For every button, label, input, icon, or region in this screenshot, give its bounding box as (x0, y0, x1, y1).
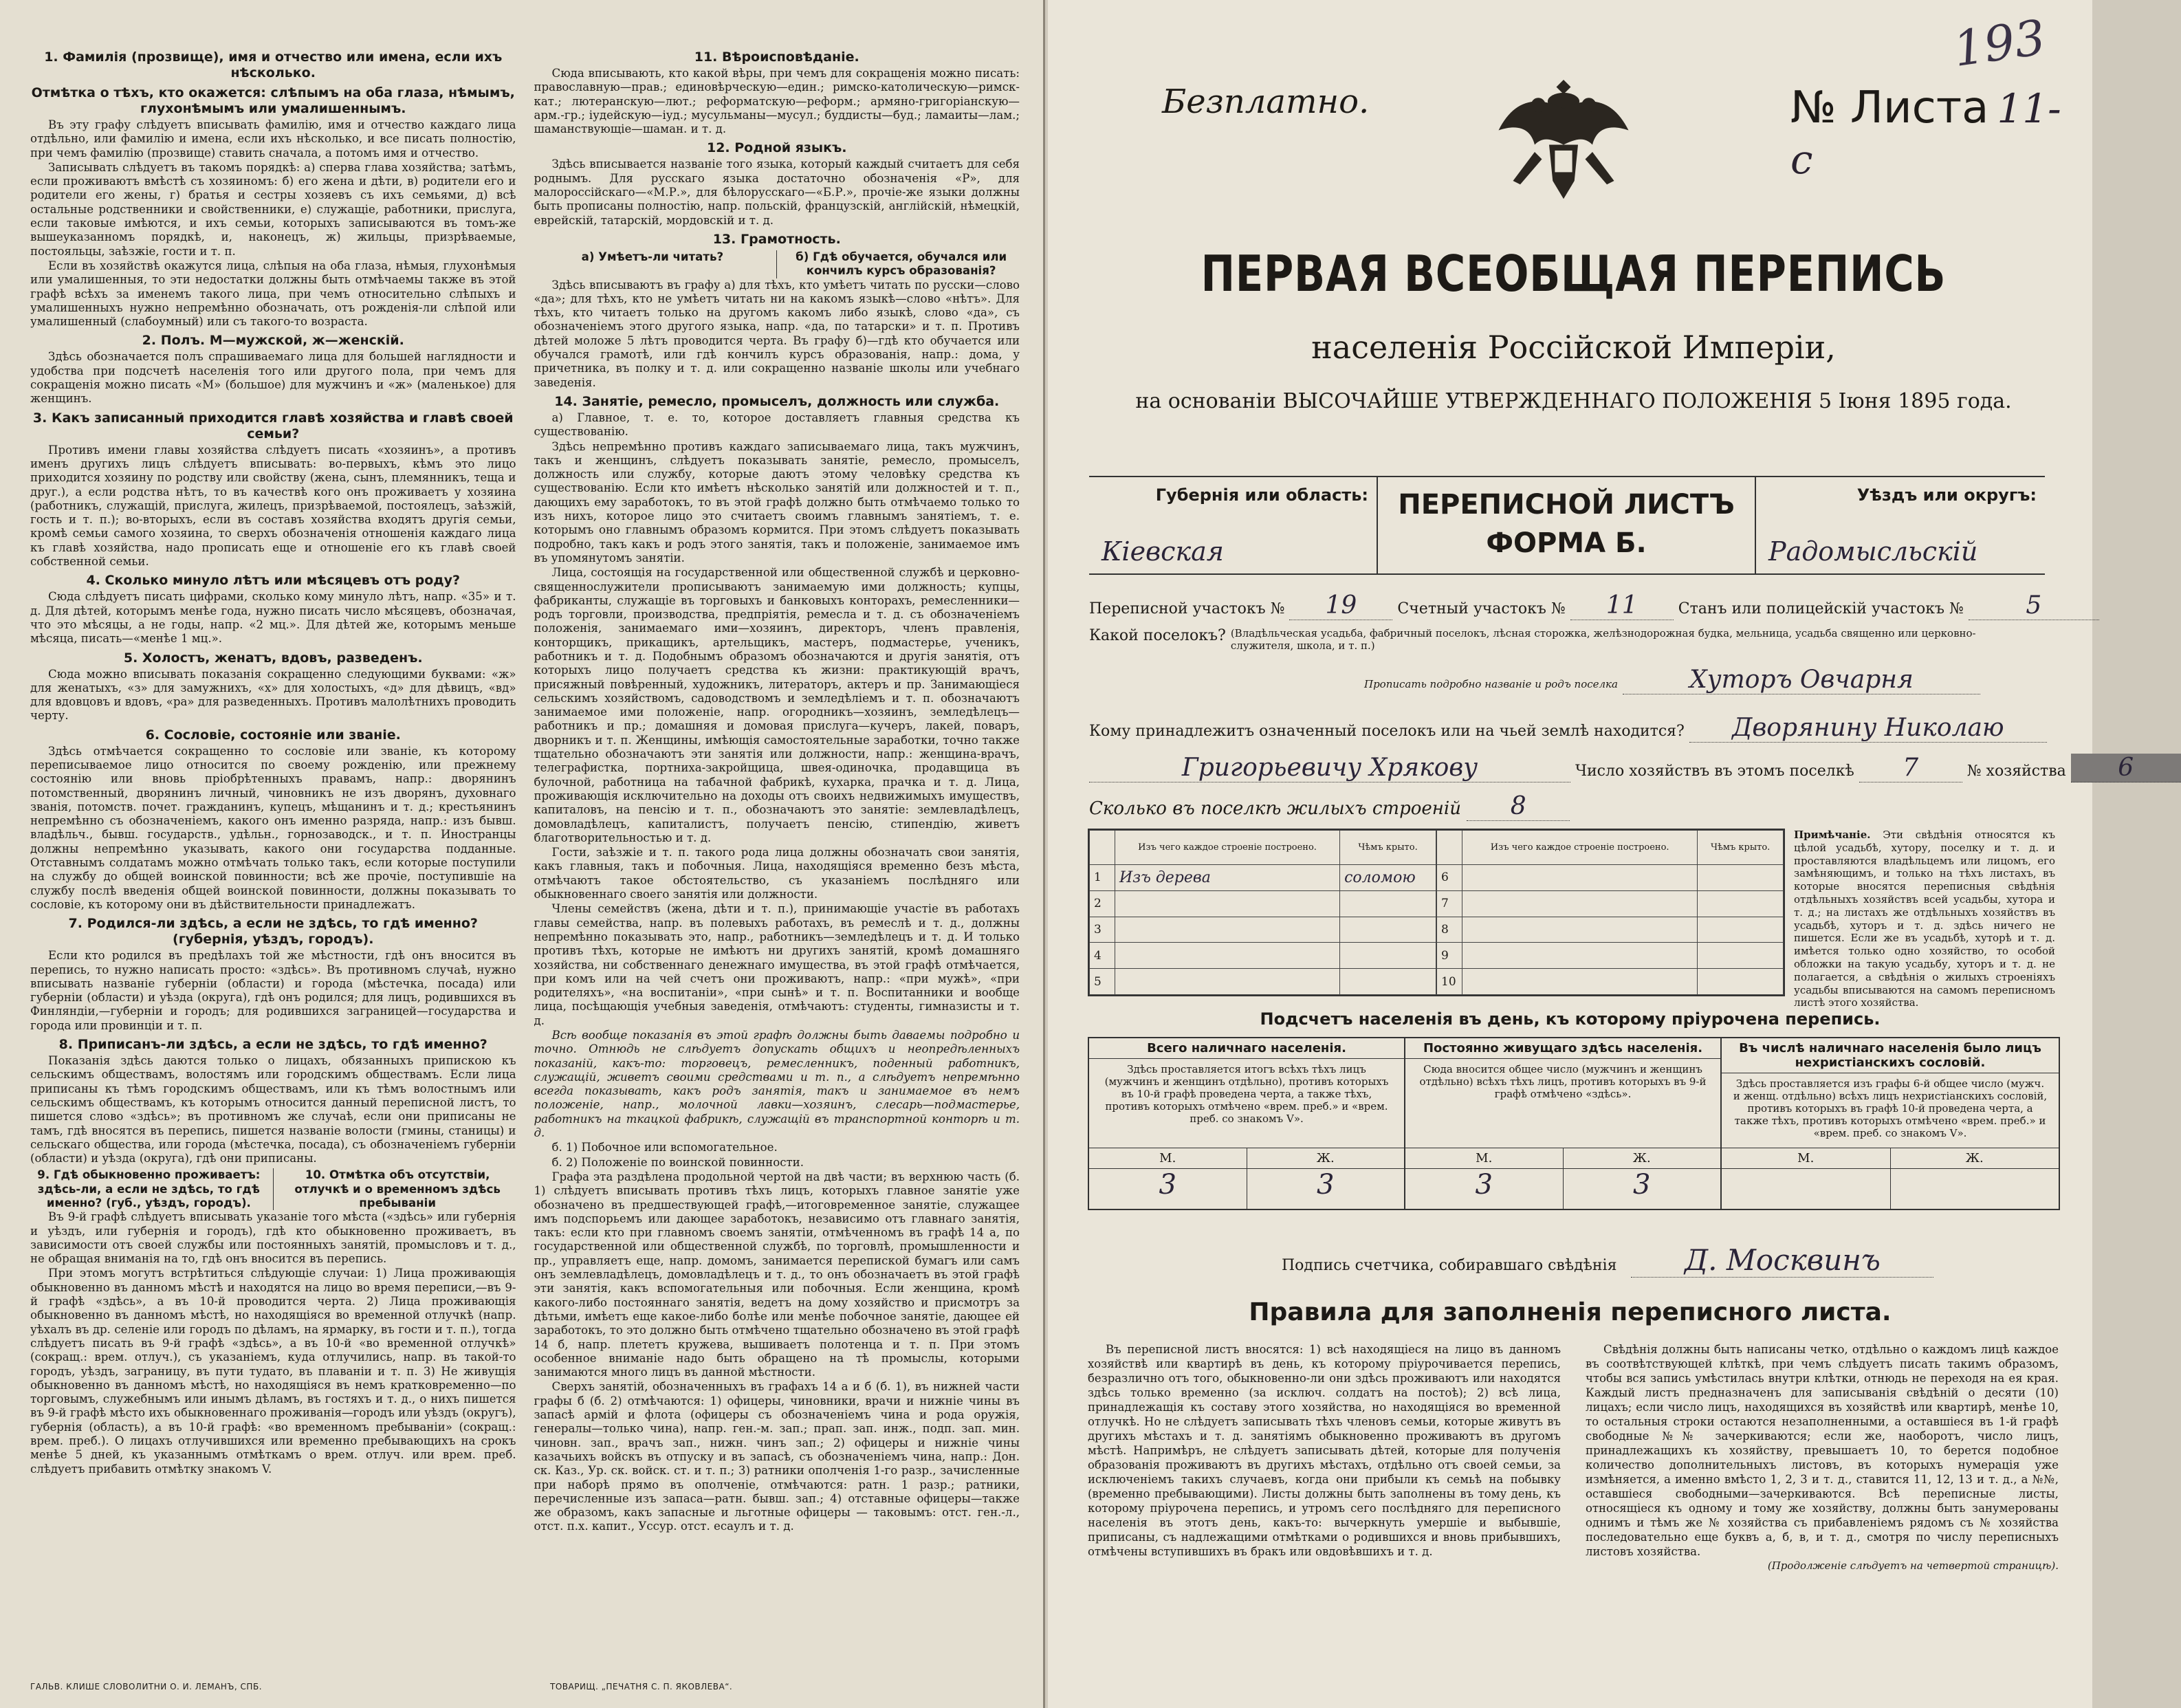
building-row (1090, 969, 1436, 995)
building-material (1462, 943, 1698, 969)
building-material (1462, 890, 1698, 917)
building-roof: соломою (1340, 864, 1436, 890)
population-column-header: Всего наличнаго населенія. (1089, 1038, 1404, 1059)
female-label: Ж. (1563, 1148, 1721, 1168)
rules-text (1088, 1342, 2059, 1573)
building-material (1462, 917, 1698, 943)
census-title: ПЕРВАЯ ВСЕОБЩАЯ ПЕРЕПИСЬ (1201, 245, 1947, 303)
instruction-heading: 11. Вѣроисповѣданіе. (694, 50, 859, 65)
male-count: 3 (1475, 1169, 1493, 1201)
building-roof (1698, 890, 1784, 917)
instruction-heading: 12. Родной языкъ. (706, 140, 847, 156)
instruction-paragraph: При этомъ могутъ встрѣтиться слѣдующіе случаи: 1) Лица проживающія обыкновенно въ данномъ мѣстѣ и находятся на лицо во время переписи,—въ 9-й графѣ «здѣсь», а въ 10-й проводится черта. 2) Лица проживающія обыкновенно въ данномъ мѣстѣ, но находящіяся во временной отлучкѣ (напр. уѣхалъ въ др. селеніе или городъ по дѣламъ, на ярмарку, въ гости и т. п.), тогда слѣдуетъ писать въ 9-й графѣ «здѣсь», а въ 10-й «во временной отлучкѣ» (сокращ.: врем. отлуч.), съ указаніемъ, куда отлучились, напр. въ такой-то городъ, уѣздъ, заграницу, въ пути тудато, въ плаваніи и т. п. 3) Не живущія обыкновенно въ данномъ мѣстѣ, но находящіяся въ немъ кратковременно—по торговымъ, служебнымъ или инымъ дѣламъ, въ гостяхъ и т. д., о нихъ пишется въ 9-й графѣ мѣсто ихъ обыкновеннаго проживанія—городъ или уѣздъ (округъ), губернія (область), а въ 10-й графѣ: «во временномъ пребываніи» (сокращ.: врем. преб.). О лицахъ отлучившихся или временно пребывающихъ на срокъ менѣе 5 дней, къ указаннымъ отмѣткамъ о врем. отлуч. или врем. преб. слѣдуетъ прибавить отмѣтку знакомъ V. (30, 1267, 516, 1476)
building-row (1437, 864, 1784, 890)
instruction-paragraph: Всѣ вообще показанія въ этой графѣ должны быть даваемы подробно и точно. Отнюдь не слѣдуетъ допускать общихъ и неопредѣленныхъ показаній, какъ-то: торговецъ, ремесленникъ, поденный работникъ, служащій, живетъ своими средствами и т. п., а слѣдуетъ непремѣнно всегда показывать, какъ родъ занятія, такъ и занимаемое въ немъ положеніе, напр., молочной лавки—хозяинъ, слесарь—подмастерье, работникъ на ткацкой фабрикѣ, служащій въ транспортной конторѣ и т. д. (534, 1029, 1020, 1140)
instruction-paragraph: Здѣсь вписываютъ въ графу а) для тѣхъ, кто умѣетъ читать по русски—слово «да»; для тѣхъ, кто не умѣетъ читать ни на какомъ языкѣ—слово «нѣтъ». Для тѣхъ, кто читаетъ только на другомъ какомъ либо языкѣ, слово «да», съ обозначеніемъ этого другого языка, напр. «да, по татарски» и т. п. Противъ дѣтей моложе 5 лѣтъ проводится черта. Въ графу б)—гдѣ кто обучается или обучался грамотѣ, или гдѣ кончилъ курсъ образованія, напр.: дома, у причетника, въ полку и т. д. или сокращенно названіе школы или учебнаго заведенія. (534, 278, 1020, 389)
instruction-heading: 6. Сословіе, состояніе или званіе. (145, 727, 401, 743)
instruction-paragraph: б. 1) Побочное или вспомогательное. (551, 1141, 778, 1154)
building-number: 1 (1090, 864, 1115, 890)
building-roof (1698, 864, 1784, 890)
instruction-paragraph: Члены семействъ (жена, дѣти и т. п.), принимающіе участіе въ работахъ главы семейства, напр. въ полевыхъ работахъ, въ ремеслѣ и т. д., должны непремѣнно показывать это, напр., работникъ—земледѣлецъ и т. д. И только противъ тѣхъ, которые не имѣютъ ни другихъ занятій, кромѣ домашняго хозяйства, ни собственнаго денежнаго имущества, въ этой графѣ отмѣчается, при комъ или на чей счетъ они проживаютъ, напр.: «при мужѣ», «при родителяхъ», «на воспитаніи», «при сынѣ» и т. п. Воспитанники и вообще лица, посѣщающія учебныя заведенія, отмѣчаютъ: студенты, гимназисты и т. д. (534, 902, 1020, 1027)
settlement-name-value: Хуторъ Овчарня (1623, 666, 1980, 694)
building-number: 6 (1437, 864, 1462, 890)
owner-value-2: Григорьевичу Хрякову (1089, 754, 1570, 782)
instruction-paragraph: Здѣсь непремѣнно противъ каждаго записываемаго лица, такъ мужчинъ, такъ и женщинъ, слѣдуетъ показывать занятіе, ремесло, промыселъ, должность или службу, которые даютъ этому человѣку средства къ существованію. Если кто имѣетъ нѣсколько занятій или должностей и т. п., дающихъ ему заработокъ, то въ этой графѣ должно быть отмѣчаемо только то изъ нихъ, которое лицо это считаетъ своимъ главнымъ занятіемъ, т. е. которымъ оно главнымъ образомъ кормится. При этомъ слѣдуетъ показывать подробно, такъ какъ и родъ этого занятія, такъ и положеніе, занимаемое имъ въ упомянутомъ занятіи. (534, 439, 1020, 565)
building-number: 9 (1437, 943, 1462, 969)
buildings-table (1088, 829, 1785, 996)
instruction-paragraph: Если въ хозяйствѣ окажутся лица, слѣпыя на оба глаза, нѣмыя, глухонѣмыя или умалишенныя, то эти недостатки должны быть отмѣчаемы также въ этой графѣ всѣхъ за именемъ такого лица, при чемъ относительно слѣпыхъ и умалишенныхъ нужно непремѣнно обозначать, отъ рожденія-ли слѣпой или умалишенный (слабоумный) или съ такого-то возраста. (30, 259, 516, 329)
owner-row: Кому принадлежитъ означенный поселокъ или на чьей землѣ находится? Дворянину Николаю (1089, 714, 2047, 743)
instruction-heading: 2. Полъ. М—мужской, ж—женскій. (142, 333, 404, 349)
building-row (1090, 890, 1436, 917)
instruction-paragraph: Въ 9-й графѣ слѣдуетъ вписывать указаніе того мѣста («здѣсь» или губернія и уѣздъ, или губернія и городъ), гдѣ кто обыкновенно проживаетъ, въ зависимости отъ своей службы или постоянныхъ занятій, промысловъ и т. д., не обращая вниманія на то, гдѣ онъ вносится въ перепись. (30, 1210, 516, 1266)
building-number: 5 (1090, 969, 1115, 995)
building-material (1115, 917, 1340, 943)
building-material (1462, 864, 1698, 890)
instruction-heading: 1. Фамилія (прозвище), имя и отчество или имена, если ихъ нѣсколько. (44, 50, 503, 80)
uezd-value: Радомысльскій (1768, 536, 1978, 567)
instruction-split-heading (30, 1168, 516, 1210)
building-row (1090, 943, 1436, 969)
building-row (1437, 917, 1784, 943)
building-number: 10 (1437, 969, 1462, 995)
instruction-heading: 3. Какъ записанный приходится главѣ хозяйства и главѣ своей семьи? (32, 410, 514, 441)
population-count-title: Подсчетъ населенія въ день, къ которому пріурочена перепись. (1260, 1009, 1881, 1029)
district-numbers-row: Переписной участокъ № 19 Счетный участокъ № 11 Станъ или полицейскій участокъ № 5 (1089, 591, 2099, 620)
household-number-value: 6 (2071, 754, 2181, 782)
owner-row-2: Григорьевичу Хрякову Число хозяйствъ въ этомъ поселкѣ 7 № хозяйства 6 (1089, 754, 2181, 782)
building-material (1115, 969, 1340, 995)
schetny-value: 11 (1570, 591, 1674, 620)
rules-left-column: Въ переписной листъ вносятся: 1) всѣ находящіеся на лицо въ данномъ хозяйствѣ или квартирѣ въ день, къ которому пріурочивается перепись, безразлично отъ того, обыкновенно-ли они здѣсь проживаютъ или находятся здѣсь только временно (за исключ. солдатъ на постоѣ); 2) всѣ лица, принадлежащія къ составу этого хозяйства, но находящіяся во временной отлучкѣ. Но не слѣдуетъ записывать тѣхъ членовъ семьи, которые живутъ въ другихъ мѣстахъ и т. д. занятіямъ обыкновенно проживаютъ въ другомъ мѣстѣ. Напримѣръ, не слѣдуетъ записывать дѣтей, которые для полученія образованія проживаютъ въ другихъ мѣстахъ, отдѣльно отъ своей семьи, за исключеніемъ такихъ случаевъ, когда они прибыли къ семьѣ на побывку (временно пребывающими). Листы должны быть заполнены въ тому день, къ которому пріурочена перепись, и утромъ сего послѣдняго для переписного населенія въ этотъ день, какъ-то: вычеркнуть умершіе и выбывшіе, приписаны, съ надлежащими отмѣтками о родившихся и вновь прибывшихъ, отмѣчены вступившихъ въ бракъ или овдовѣвшихъ и т. д. (1088, 1343, 1561, 1558)
population-column-text: Здѣсь проставляется изъ графы 6-й общее число (мужч. и женщ. отдѣльно) всѣхъ лицъ нехристіанскихъ сословій, противъ которыхъ въ графѣ 10-й проведена черта, а также тѣхъ, противъ которыхъ отмѣчено «врем. преб.» и «врем. преб. со знакомъ V». (1733, 1077, 2048, 1139)
building-number: 7 (1437, 890, 1462, 917)
instruction-paragraph: Лица, состоящія на государственной или общественной службѣ и церковно-священнослужители прописываютъ занимаемую ими должность; купцы, фабриканты, служащіе въ торговыхъ и банковыхъ конторахъ, ремесленники—родъ торговли, производства, предпріятія, ремесла и т. д. съ обозначеніемъ положенія, занимаемаго ими—хозяинъ, директоръ, членъ правленія, конторщикъ, прикащикъ, артельщикъ, мастеръ, подмастерье, ученикъ, работникъ и т. д. Подобнымъ образомъ обозначаются и другія занятія, отъ которыхъ лицо получаетъ средства къ жизни: практикующій врачъ, присяжный повѣренный, художникъ, литераторъ, актеръ и пр. Занимающіеся сельскимъ хозяйствомъ, садоводствомъ и земледѣліемъ и т. п. обозначаютъ занимаемое ими положеніе, напр. огородникъ—хозяинъ, земледѣлецъ—работникъ и пр.; домашняя и домовая прислуга—кучеръ, лакей, поваръ, дворникъ и т. п. Женщины, имѣющія самостоятельные заработки, точно также тщательно обозначаютъ эти занятія или должности, напр.: женщина-врачъ, телеграфистка, портниха-закройщица, швея-одиночка, продавщица въ булочной, работница на табачной фабрикѣ, кухарка, прачка и т. д. Лица, проживающія исключительно на доходы отъ своихъ недвижимыхъ имуществъ, капиталовъ, на пенсію и т. п., обозначаютъ это занятіе: землевладѣлецъ, домовладѣлецъ, капиталистъ, получаетъ пенсію, стипендію, живетъ благотворительностью и т. д. (534, 566, 1020, 844)
right-page-census-form (1048, 0, 2134, 1708)
building-number: 3 (1090, 917, 1115, 943)
free-label: Безплатно. (1162, 83, 1370, 121)
buildings-table-left: Изъ чего каждое строеніе построено. Чѣмъ крыто. 1 Изъ дерева соломою 2 3 4 5 (1089, 830, 1436, 995)
buildings-note: Примѣчаніе. Эти свѣдѣнія относятся къ цѣлой усадьбѣ, хутору, поселку и т. д. и проставляются владѣльцемъ или лицомъ, его замѣняющимъ, и только на тѣхъ листахъ, въ которые вносятся переписныя свѣдѣнія отдѣльныхъ хозяйствъ всей усадьбы, хутора и т. д.; на листахъ же отдѣльныхъ хозяйствъ въ усадьбѣ, хуторъ и т. д. здѣсь ничего не пишется. Если же въ усадьбѣ, хуторѣ и т. д. имѣется только одно хозяйство, то особой обложки на такую усадьбу, хуторъ и т. д. не полагается, а свѣдѣнія о жилыхъ строеніяхъ усадьбы вписываются на самомъ переписномъ листѣ этого хозяйства. (1794, 829, 2055, 1009)
buildings-count-row: Сколько въ поселкѣ жилыхъ строеній 8 (1089, 792, 1570, 821)
instruction-heading: 14. Занятіе, ремесло, промыселъ, должность или служба. (554, 393, 1000, 409)
printer-credit-left: ГАЛЬВ. КЛИШЕ СЛОВОЛИТНИ О. И. ЛЕМАНЪ, СПБ. (30, 1682, 263, 1691)
gubernia-cell: Губернія или область: Кіевская (1089, 477, 1378, 573)
rules-right-column: Свѣдѣнія должны быть написаны четко, отдѣльно о каждомъ лицѣ каждое въ соотвѣтствующей клѣткѣ, при чемъ слѣдуетъ писать такимъ образомъ, чтобы вся запись умѣстилась внутри клѣтки, отнюдь не переходя на ея края. Каждый листъ предназначенъ для записыванія свѣдѣній о десяти (10) лицахъ; если число лицъ, находящихся въ хозяйствѣ или квартирѣ, менѣе 10, то остальныя строки остаются незаполненными, а оставшіеся въ 1-й графѣ свободные №№ зачеркиваются; если же, наоборотъ, число лицъ, принадлежащихъ къ хозяйству, превышаетъ 10, то берется подобное количество дополнительныхъ листовъ, въ которыхъ нумерація уже измѣняется, а именно вмѣсто 1, 2, 3 и т. д., ставится 11, 12, 13 и т. д., а №№, оставшіеся свободными—зачеркиваются. Всѣ переписные листы, относящіеся къ одному и тому же хозяйству, должны быть занумерованы однимъ и тѣмъ же № хозяйства съ прибавленіемъ рядомъ съ № хозяйства последовательно еще буквъ а, б, в, и т. д., смотря по числу переписныхъ листовъ хозяйства. (Продолженіе слѣдуетъ на четвертой страницѣ). (1586, 1343, 2059, 1572)
building-number: 2 (1090, 890, 1115, 917)
census-subtitle: населенія Россійской Имперіи, (1311, 329, 1836, 366)
split-heading-b: б) Гдѣ обучается, обучался или кончилъ курсъ образованія? (776, 250, 1020, 278)
population-column (1405, 1038, 1722, 1209)
building-material: Изъ дерева (1115, 864, 1340, 890)
buildings-table-right: Изъ чего каждое строеніе построено. Чѣмъ крыто. 6 7 8 9 10 (1436, 830, 1784, 995)
archive-page-number: 193 (1950, 9, 2050, 78)
building-roof (1340, 917, 1436, 943)
left-page-instructions (0, 0, 1045, 1708)
instruction-paragraph: Записывать слѣдуетъ въ такомъ порядкѣ: а) сперва глава хозяйства; затѣмъ, если проживаютъ вмѣстѣ съ хозяиномъ: б) его жена и дѣти, в) родители его и родители его жены, г) братья и сестры хозяевъ съ ихъ семьями, д) всѣ остальные родственники и свойственники, е) служащіе, работники, прислуга, если таковые имѣются, и ихъ семьи, которыхъ записываются въ томъ-же вышеуказанномъ порядкѣ, и, наконецъ, ж) жильцы, призрѣваемые, постояльцы, заѣзжіе, гости и т. п. (30, 160, 516, 258)
instruction-paragraph: Здѣсь вписывается названіе того языка, который каждый считаетъ для себя роднымъ. Для русскаго языка достаточно обозначенія «Р», для малороссійскаго—«М.Р.», для бѣлорусскаго—«Б.Р.», прочіе-же языки должны быть прописаны полностію, напр. польскій, французскій, англійскій, нѣмецкій, еврейскій, татарскій, мордовскій и т. д. (534, 157, 1020, 227)
buildings-count-value: 8 (1467, 792, 1570, 821)
enumerator-signature-row: Подпись счетчика, собиравшаго свѣдѣнія Д. Москвинъ (1282, 1243, 1933, 1278)
population-column-header: Постоянно живущаго здѣсь населенія. (1405, 1038, 1720, 1059)
owner-value-1: Дворянину Николаю (1689, 714, 2047, 743)
settlement-type-row: Какой поселокъ? (Владѣльческая усадьба, фабричный поселокъ, лѣсная сторожка, желѣзнодорожная будка, мельница, усадьба священно или церковно-служителя, школа, и т. п.) (1089, 627, 1976, 652)
population-column-header: Въ числѣ наличнаго населенія было лицъ нехристіанскихъ сословій. (1722, 1038, 2059, 1073)
split-heading-b: 10. Отмѣтка объ отсутствіи, отлучкѣ и о временномъ здѣсь пребываніи (273, 1168, 516, 1210)
building-roof (1340, 969, 1436, 995)
instructions-column-2 (534, 45, 1020, 1682)
double-headed-eagle-icon (1491, 65, 1636, 210)
rules-title: Правила для заполненія переписного листа. (1249, 1298, 1892, 1326)
male-label: М. (1476, 1151, 1493, 1165)
building-material (1115, 890, 1340, 917)
instruction-paragraph: Графа эта раздѣлена продольной чертой на двѣ части; въ верхнюю часть (б. 1) слѣдуетъ вписывать противъ тѣхъ лицъ, которыхъ главное занятіе уже обозначено въ предшествующей графѣ,—итоговременное занятіе, служащее имъ подспорьемъ или дающее заработокъ, независимо отъ главнаго занятія, такъ: если кто при главномъ своемъ занятіи, отмѣченномъ въ графѣ 14 а, по государственной или общественной службѣ, по торговлѣ, промышленности и пр., управляетъ еще, напр. домомъ, занимается перепиской бумагъ или самъ онъ землевладѣлецъ, домовладѣлецъ и т. д., то онъ обозначаетъ въ этой графѣ эти занятія, какъ вспомогательныя или побочныя. Если женщина, кромѣ какого-либо постояннаго занятія, ведетъ на дому хозяйство и присмотръ за дѣтьми, имѣетъ еще какое-либо болѣе или менѣе побочное занятіе, дающее ей заработокъ, то это должно быть отмѣчено тщательно обозначено въ этой графѣ 14 б, напр. плететъ кружева, вышиваетъ полотенца и т. п. При этомъ особенное вниманіе надо быть обращено на тѣ промыслы, которыми занимаются много лицъ въ данной мѣстности. (534, 1170, 1020, 1379)
form-header (1075, 0, 2072, 413)
building-material (1115, 943, 1340, 969)
instruction-heading: Отмѣтка о тѣхъ, кто окажется: слѣпымъ на оба глаза, нѣмымъ, глухонѣмымъ или умалишеннымъ. (31, 85, 515, 116)
instruction-paragraph: Гости, заѣзжіе и т. п. такого рода лица должны обозначать свои занятія, какъ главныя, такъ и побочныя. Лица, находящіяся временно безъ мѣста, отмѣчаютъ такое обстоятельство, съ указаніемъ послѣдняго или обыкновеннаго своего занятія или должности. (534, 846, 1020, 901)
census-decree-line: на основаніи ВЫСОЧАЙШЕ УТВЕРЖДЕННАГО ПОЛОЖЕНІЯ 5 Іюня 1895 года. (1135, 389, 2012, 413)
split-heading-a: 9. Гдѣ обыкновенно проживаетъ: здѣсь-ли, а если не здѣсь, то гдѣ именно? (губ., уѣздъ, городъ). (37, 1168, 261, 1209)
instruction-heading: 4. Сколько минуло лѣтъ или мѣсяцевъ отъ роду? (86, 573, 461, 589)
households-value: 7 (1859, 754, 1962, 782)
printer-credit-right: ТОВАРИЩ. „ПЕЧАТНЯ С. П. ЯКОВЛЕВА“. (550, 1682, 733, 1691)
instruction-paragraph: Противъ имени главы хозяйства слѣдуетъ писать «хозяинъ», а противъ именъ другихъ лицъ слѣдуетъ вписывать: во-первыхъ, кѣмъ это лицо приходится хозяину по родству или свойству (жена, сынъ, племянникъ, теща и друг.), а если родства нѣтъ, то въ качествѣ кого онъ проживаетъ у хозяина (работникъ, служащій, прислуга, жилецъ, призрѣваемой, постоялецъ, заѣзжій, гость и т. п.); во-вторыхъ, если въ составъ хозяйства входятъ другія семьи, кромѣ семьи самого хозяина, то сверхъ обозначенія отношенія каждаго лица къ главѣ хозяйства, надо прописать еще и отношеніе его къ главѣ своей собственной семьи. (30, 443, 516, 569)
building-roof (1340, 943, 1436, 969)
building-material (1462, 969, 1698, 995)
instruction-paragraph: Здѣсь отмѣчается сокращенно то сословіе или званіе, къ которому переписываемое лицо относится по своему рожденію, или прежнему состоянію или вновь пріобрѣтенныхъ правамъ, напр.: дворянинъ потомственный, дворянинъ личный, чиновникъ не изъ дворянъ, духовнаго званія, потомств. почет. гражданинъ, купецъ, мѣщанинъ и т. д.; крестьянинъ непремѣнно съ обозначеніемъ, какого онъ именно разряда, напр.: изъ бывш. владѣльч., бывш. государств., удѣльн., горнозаводск., и т. п. Иностранцы должны непремѣнно указывать, какого они государства подданные. Отставнымъ солдатамъ можно отмѣчать только такъ, если которые поступили на службу до общей воинской повинности; всѣ же прочіе, поступившіе на службу послѣ введенія общей воинской повинности, должны показывать то сословіе, къ которому они въ дѣйствительности принадлежатъ. (30, 744, 516, 911)
male-label: М. (1797, 1151, 1815, 1165)
region-form-box (1089, 476, 2045, 575)
uchastok-value: 19 (1289, 591, 1392, 620)
instruction-paragraph: Сюда можно вписывать показанія сокращенно следующими буквами: «ж» для женатыхъ, «з» для замужнихъ, «х» для холостыхъ, «д» для дѣвицъ, «вд» для вдовцовъ и вдовъ, «ра» для разведенныхъ. Противъ малолѣтнихъ проводить черту. (30, 667, 516, 723)
building-number: 4 (1090, 943, 1115, 969)
population-column-text: Сюда вносится общее число (мужчинъ и женщинъ отдѣльно) всѣхъ тѣхъ лицъ, противъ которыхъ въ 9-й графѣ отмѣчено «здѣсь». (1419, 1063, 1707, 1100)
instruction-paragraph: Если кто родился въ предѣлахъ той же мѣстности, гдѣ онъ вносится въ перепись, то нужно написать просто: «здѣсь». Въ противномъ случаѣ, нужно вписывать названіе губерніи (области) и города (мѣстечка, посада) или губерніи (области) и уѣзда (округа), гдѣ онъ родился; для лицъ, родившихся въ Финляндіи,—губерніи и городъ; для родившихся заграницей—государства и города или провинціи и т. п. (30, 949, 516, 1032)
instruction-paragraph: Показанія здѣсь даются только о лицахъ, обязанныхъ припискою къ сельскимъ обществамъ, волостямъ или городскимъ обществамъ. Если лица приписаны къ тѣмъ городскимъ обществамъ, или къ тѣмъ волостнымъ или сельскимъ обществамъ, къ которымъ относится данный переписной листъ, то пишется слово «здѣсь»; въ противномъ же случаѣ, если они приписаны не тамъ, гдѣ вносятся въ перепись, пишется названіе волости (гмины, станицы) и сельскаго общества, или города (мѣстечка, посада), съ обозначеніемъ губерніи (области) и уѣзда (округа), гдѣ они приписаны. (30, 1054, 516, 1165)
building-row (1437, 943, 1784, 969)
building-roof (1698, 943, 1784, 969)
instruction-heading: 7. Родился-ли здѣсь, а если не здѣсь, то гдѣ именно? (губернія, уѣздъ, городъ). (68, 916, 478, 948)
female-label: Ж. (1247, 1148, 1405, 1168)
population-column (1089, 1038, 1405, 1209)
population-count-table (1088, 1037, 2060, 1210)
building-number: 8 (1437, 917, 1462, 943)
instructions-column-1 (30, 45, 516, 1682)
instruction-heading: 13. Грамотность. (712, 231, 841, 247)
gubernia-value: Кіевская (1102, 536, 1224, 567)
instruction-split-heading (534, 250, 1020, 278)
settlement-name-row: Прописать подробно названіе и родъ поселка Хуторъ Овчарня (1364, 666, 1980, 694)
instruction-paragraph: Въ эту графу слѣдуетъ вписывать фамилію, имя и отчество каждаго лица отдѣльно, или фамилію и имена, если ихъ нѣсколько, и все писать полностію, при чемъ фамилію (прозвище) ставить сначала, а потомъ имя и отчество. (30, 118, 516, 160)
building-roof (1340, 890, 1436, 917)
building-roof (1698, 917, 1784, 943)
building-row (1437, 890, 1784, 917)
building-row (1437, 969, 1784, 995)
split-heading-a: а) Умѣетъ-ли читать? (581, 250, 724, 263)
uezd-cell: Уѣздъ или округъ: Радомысльскій (1768, 485, 2037, 567)
instruction-paragraph: Сюда слѣдуетъ писать цифрами, сколько кому минуло лѣтъ, напр. «35» и т. д. Для дѣтей, которымъ менѣе года, нужно писать число мѣсяцевъ, обозначая, что это мѣсяцы, а не годы, напр. «2 мц.». Для дѣтей же, которымъ меньше мѣсяца, писать—«менѣе 1 мц.». (30, 590, 516, 646)
instruction-heading: 8. Приписанъ-ли здѣсь, а если не здѣсь, то гдѣ именно? (58, 1037, 487, 1053)
form-title-cell: ПЕРЕПИСНОЙ ЛИСТЪ ФОРМА Б. (1378, 477, 1756, 573)
sheet-number: № Листа 11-с (1790, 83, 2061, 183)
female-count: 3 (1563, 1169, 1721, 1209)
female-label: Ж. (1890, 1148, 2059, 1168)
building-roof (1698, 969, 1784, 995)
instruction-paragraph: а) Главное, т. е. то, которое доставляетъ главныя средства къ существованію. (534, 410, 1020, 439)
instruction-paragraph: б. 2) Положеніе по воинской повинности. (551, 1155, 804, 1169)
instruction-paragraph: Сверхъ занятій, обозначенныхъ въ графахъ 14 а и б (б. 1), въ нижней части графы б (б. 2) отмѣчаются: 1) офицеры, чиновники, врачи и нижніе чины въ запасѣ армій и флота (офицеры съ обозначеніемъ чина и рода оружія, генералы—только чина), напр. ген.-м. зап.; прап. зап. инж., подп. зап. мин. чиновн. зап., врачъ зап., нижн. чинъ зап.; 2) офицеры и нижніе чины казачьихъ войскъ въ отпуску и въ запасѣ, съ обозначеніемъ чина, напр.: Дон. ск. Каз., Ур. ск. войск. ст. и т. п.; 3) ратники ополченія 1-го разр., зачисленные при наборѣ прямо въ ополченіе, отмѣчаются: ратн. 1 разр.; ратники, перечисленные изъ запаса—ратн. бывш. зап.; 4) отставные офицеры—также же образомъ, какъ запасные и льготные офицеры — таковымъ: отст. ген.-л., отст. п.х. капит., Уссур. отст. есаулъ и т. д. (534, 1380, 1020, 1533)
female-count (1890, 1169, 2059, 1209)
instruction-heading: 5. Холостъ, женатъ, вдовъ, разведенъ. (123, 650, 423, 666)
instruction-paragraph: Сюда вписывають, кто какой вѣры, при чемъ для сокращенія можно писать: православную—прав.; единовѣрческую—един.; римско-католическую—римск-кат.; лютеранскую—лют.; реформатскую—реформ.; армяно-григоріанскую—арм.-гр.; іудейскую—іуд.; мусульманы—мусул.; буддисты—буд.; ламаиты—лам.; шаманствующіе—шаман. и т. д. (534, 67, 1020, 136)
enumerator-signature: Д. Москвинъ (1631, 1243, 1933, 1278)
building-row (1090, 864, 1436, 890)
male-count: 3 (1159, 1169, 1176, 1201)
male-count (1722, 1169, 1890, 1209)
female-count: 3 (1247, 1169, 1405, 1209)
building-row (1090, 917, 1436, 943)
population-column (1722, 1038, 2059, 1209)
instruction-paragraph: Здѣсь обозначается полъ спрашиваемаго лица для большей наглядности и удобства при подсчетѣ населенія того или другого пола, при чемъ для сокращенія можно писать «М» (большое) для мужчинъ и «ж» (маленькое) для женщинъ. (30, 350, 516, 406)
stan-value: 5 (1969, 591, 2099, 620)
population-column-text: Здѣсь проставляется итогъ всѣхъ тѣхъ лицъ (мужчинъ и женщинъ отдѣльно), противъ которыхъ въ 10-й графѣ проведена черта, а также тѣхъ, противъ которыхъ отмѣчено «врем. преб.» и «врем. преб. со знакомъ V». (1104, 1063, 1389, 1125)
male-label: М. (1159, 1151, 1176, 1165)
